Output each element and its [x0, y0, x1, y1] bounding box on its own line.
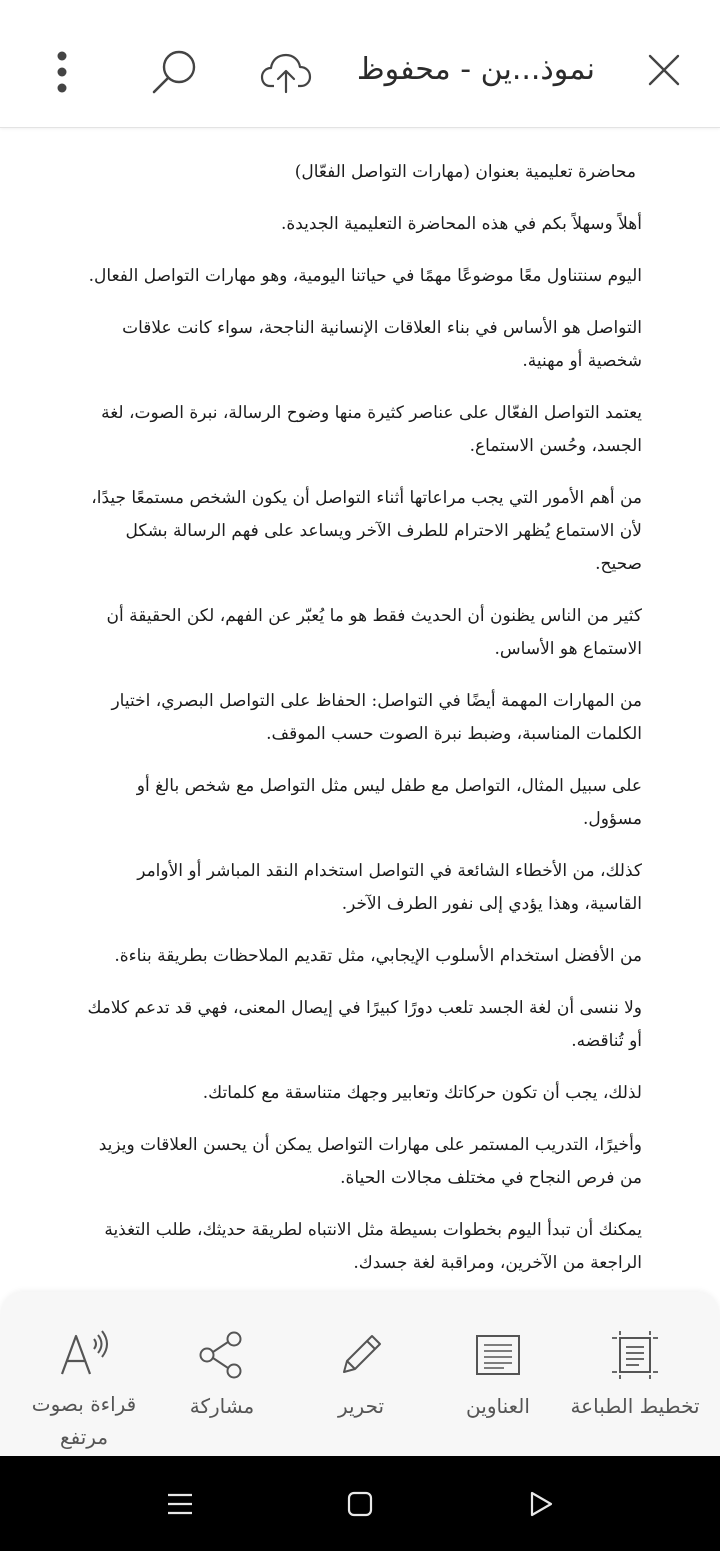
paragraph: كذلك، من الأخطاء الشائعة في التواصل استخدام النقد المباشر أو الأوامر القاسية، وهذا يؤدي إلى نفور الطرف الآخر. [137, 861, 642, 914]
paragraph: على سبيل المثال، التواصل مع طفل ليس مثل التواصل مع شخص بالغ أو مسؤول. [136, 776, 642, 829]
app-header [0, 0, 720, 128]
edit-label: تحرير [337, 1394, 385, 1418]
recent-apps-button[interactable] [160, 1484, 200, 1524]
headings-button[interactable] [428, 1328, 568, 1448]
document-content[interactable] [0, 128, 720, 1292]
paragraph: من الأفضل استخدام الأسلوب الإيجابي، مثل تقديم الملاحظات بطريقة بناءة. [114, 946, 642, 966]
document-body [80, 156, 642, 1292]
read-aloud-label: قراءة بصوت مرتفع [31, 1392, 137, 1449]
paragraph: كثير من الناس يظنون أن الحديث فقط هو ما يُعبّر عن الفهم، لكن الحقيقة أن الاستماع هو الأساس. [106, 606, 642, 659]
edit-button[interactable] [291, 1328, 431, 1448]
home-icon [346, 1490, 374, 1518]
paragraph: ولا ننسى أن لغة الجسد تلعب دورًا كبيرًا في إيصال المعنى، فهي قد تدعم كلامك أو تُناقضه. [87, 998, 642, 1051]
system-navigation-bar [0, 1456, 720, 1551]
close-icon [647, 53, 681, 87]
bottom-toolbar [0, 1292, 720, 1456]
paragraph: من أهم الأمور التي يجب مراعاتها أثناء التواصل أن يكون الشخص مستمعًا جيدًا، لأن الاستماع يُظهر الاحترام للطرف الآخر ويساعد على فهم الرسالة بشكل صحيح. [91, 488, 642, 574]
paragraph: لذلك، يجب أن تكون حركاتك وتعابير وجهك متناسقة مع كلماتك. [202, 1083, 642, 1103]
print-layout-button[interactable] [565, 1328, 705, 1448]
recent-apps-icon [166, 1490, 194, 1518]
more-vertical-icon [55, 50, 69, 94]
paragraph: اليوم سنتناول معًا موضوعًا مهمًا في حياتنا اليومية، وهو مهارات التواصل الفعال. [88, 266, 642, 286]
read-aloud-button[interactable] [14, 1328, 154, 1448]
print-layout-label: تخطيط الطباعة [570, 1394, 700, 1418]
back-icon [526, 1490, 554, 1518]
cloud-upload-icon [260, 50, 312, 94]
search-icon [149, 47, 199, 97]
lecture-heading: محاضرة تعليمية بعنوان (مهارات التواصل الفعّال) [294, 162, 636, 182]
paragraph: يعتمد التواصل الفعّال على عناصر كثيرة منها وضوح الرسالة، نبرة الصوت، لغة الجسد، وحُسن الاستماع. [101, 403, 642, 456]
back-button[interactable] [520, 1484, 560, 1524]
share-label: مشاركة [189, 1394, 255, 1418]
headings-label: العناوين [466, 1394, 530, 1418]
share-icon [197, 1330, 247, 1380]
paragraph: التواصل هو الأساس في بناء العلاقات الإنسانية الناجحة، سواء كانت علاقات شخصية أو مهنية. [122, 318, 642, 371]
search-button[interactable] [146, 44, 202, 100]
paragraph: وأخيرًا، التدريب المستمر على مهارات التواصل يمكن أن يحسن العلاقات ويزيد من فرص النجاح في مختلف مجالات الحياة. [98, 1135, 642, 1188]
pencil-icon [336, 1330, 386, 1380]
read-aloud-icon [56, 1328, 112, 1380]
document-title[interactable]: نموذ...ين - محفوظ [356, 52, 595, 87]
print-layout-icon [609, 1329, 661, 1381]
share-button[interactable] [152, 1328, 292, 1448]
more-options-button[interactable] [42, 44, 82, 100]
close-button[interactable] [640, 46, 688, 94]
paragraph: يمكنك أن تبدأ اليوم بخطوات بسيطة مثل الانتباه لطريقة حديثك، طلب التغذية الراجعة من الآخرين، ومراقبة لغة جسدك. [104, 1220, 642, 1273]
headings-icon [474, 1332, 522, 1378]
upload-button[interactable] [256, 44, 316, 100]
paragraph: أهلاً وسهلاً بكم في هذه المحاضرة التعليمية الجديدة. [280, 214, 642, 234]
home-button[interactable] [340, 1484, 380, 1524]
paragraph: من المهارات المهمة أيضًا في التواصل: الحفاظ على التواصل البصري، اختيار الكلمات المناسبة، وضبط نبرة الصوت حسب الموقف. [111, 691, 642, 744]
